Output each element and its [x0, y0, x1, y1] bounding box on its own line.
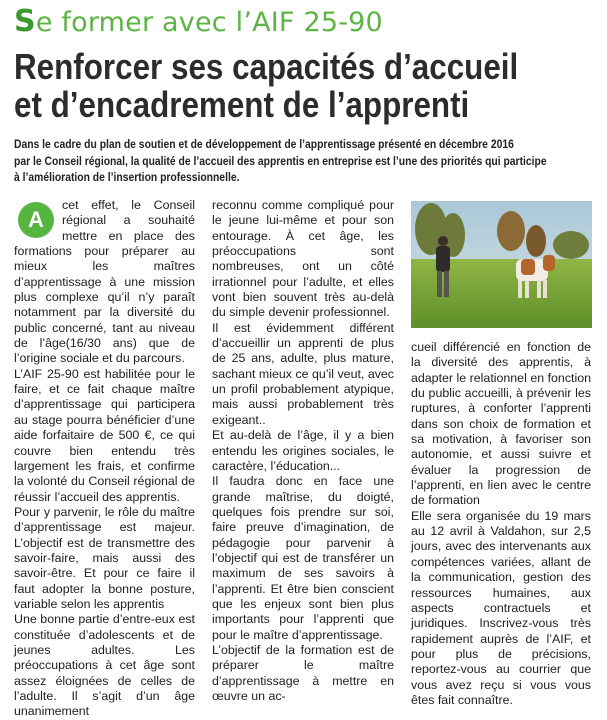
paragraph: L’objectif de la formation est de préparer le maître d’apprentissage à mettre en œuvre un ac- — [212, 642, 394, 703]
paragraph: Il faudra donc en face une grande maîtrise, du doigté, quelques fois prendre sur soi, faire preuve d’imagination, de pédagogie pour parvenir à l’objectif qui est de transférer un maximum de ses savoirs à l’apprenti. Et être bien conscient que les enjeux sont bien plus importants pour l’apprenti que pour le maître d’apprentissage. — [212, 474, 394, 642]
paragraph: cet effet, le Conseil régional a souhaité mettre en place des formations pour préparer au mieux les maîtres d’apprentissage à une mission plus complexe qu’il n’y paraît notamment par la diversité du public concerné, tant au niveau de l’âge(16/30 ans) que de l’origine sociale et du parcours. — [14, 198, 195, 366]
paragraph: Pour y parvenir, le rôle du maître d’apprentissage est majeur. L’objectif est de transmettre des savoir-faire, mais aussi des savoir-être. Et pour ce faire il faut adopter la bonne posture, variable selon les apprentis — [14, 504, 195, 611]
title-line-2: et d’encadrement de l’apprenti — [14, 84, 470, 125]
intro-line: Dans le cadre du plan de soutien et de développement de l’apprentissage présenté en décembre 2016 — [14, 139, 514, 151]
field-photo — [411, 201, 592, 328]
section-kicker — [14, 4, 383, 39]
column-3 — [411, 340, 591, 708]
paragraph: reconnu comme compliqué pour le jeune lui-même et pour son entourage. À cet âge, les préoccupations sont nombreuses, ont un côté irrationnel pour l’adulte, et elles vont bien souvent très au-delà du simple devenir professionnel. — [212, 198, 394, 320]
article-intro — [14, 137, 590, 187]
intro-line: à l’amélioration de l’insertion professionnelle. — [14, 172, 240, 184]
kicker-first-letter: S — [14, 4, 36, 39]
dropcap-badge: A — [18, 202, 54, 238]
paragraph: L’AIF 25-90 est habilitée pour le faire, et ce fait chaque maître d’apprentissage qui participera au stage pourra bénéficier d’une aide forfaitaire de 500 €, ce qui couvre bien entendu très largement les frais, et confirme la volonté du Conseil régional de réussir l’accueil des apprentis. — [14, 366, 195, 504]
intro-line: par le Conseil régional, la qualité de l’accueil des apprentis en entreprise est l’une des priorités qui participe — [14, 155, 547, 168]
title-line-1: Renforcer ses capacités d’accueil — [14, 46, 519, 87]
paragraph: Il est évidemment différent d’accueillir un apprenti de plus de 25 ans, adulte, plus mature, sachant mieux ce qu’il veut, avec un profil probablement atypique, mais aussi probablement très exigeant.. — [212, 320, 394, 427]
column-1 — [14, 198, 195, 720]
article-title — [14, 48, 521, 124]
paragraph: cueil différencié en fonction de la diversité des apprentis, à adapter le relationnel en fonction du public accueilli, à prévenir les ruptures, à conforter l’apprenti dans son choix de formation et sa motivation, à favoriser son autonomie, et aussi suivre et évaluer la progression de l’apprenti, en lien avec le centre de formation — [411, 340, 591, 508]
paragraph: Et au-delà de l’âge, il y a bien entendu les origines sociales, le caractère, l’éducation... — [212, 428, 394, 473]
kicker-text: e former avec l’AIF 25-90 — [35, 7, 383, 38]
paragraph: Une bonne partie d’entre-eux est constituée d’adolescents et de jeunes adultes. Les préoccupations à cet âge sont assez éloignées de celles de l’adulte. Il s’agit d’un âge unanimement — [14, 612, 195, 719]
paragraph: Elle sera organisée du 19 mars au 12 avril à Valdahon, sur 2,5 jours, avec des intervenants aux compétences variées, allant de la communication, gestion des ressources humaines, aux aspects contractuels et juridiques. Inscrivez-vous très rapidement auprès de l’AIF, et pour plus de précisions, reportez-vous au courrier que vous avez reçu si vous vous êtes fait connaître. — [411, 508, 591, 707]
column-2 — [212, 198, 394, 704]
